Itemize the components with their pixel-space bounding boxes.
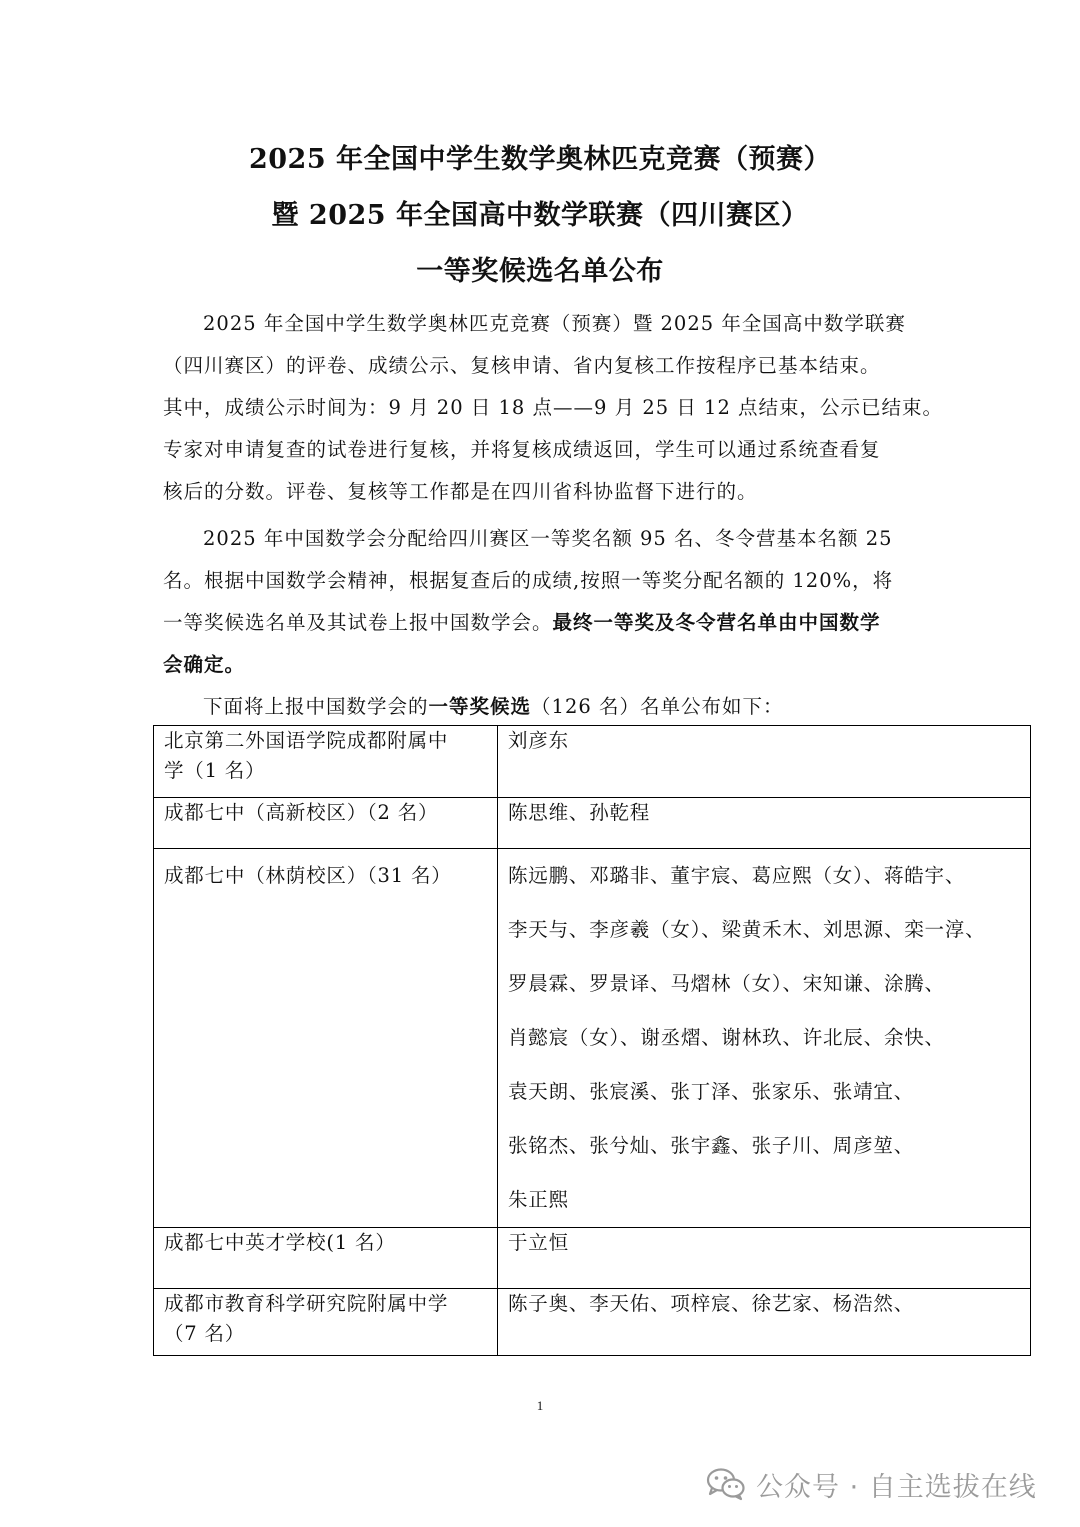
names-cell: [498, 849, 1031, 1228]
paragraph-list-intro: [163, 686, 923, 728]
school-name: （7 名）: [164, 1322, 246, 1345]
student-names: 刘彦东: [508, 729, 569, 752]
names-cell: [498, 1228, 1031, 1289]
paragraph-text: 下面将上报中国数学会的: [203, 695, 429, 718]
table-row: [154, 726, 1031, 798]
student-names: 陈思维、孙乾程: [508, 801, 651, 824]
school-cell: [154, 1289, 498, 1356]
paragraph-announcement: [163, 303, 944, 513]
paragraph-bold-text: 最终一等奖及冬令营名单由中国数学: [552, 611, 881, 634]
school-name: 学（1 名）: [164, 759, 266, 782]
table-row: [154, 1289, 1031, 1356]
paragraph-bold-text: 一等奖候选: [428, 695, 532, 718]
school-cell: [154, 849, 498, 1228]
paragraph-line: [163, 602, 923, 644]
table-row: [154, 798, 1031, 849]
student-names: 陈子奥、李天佑、项梓宸、徐艺家、杨浩然、: [508, 1292, 915, 1315]
document-title-line-2: 暨 2025 年全国高中数学联赛（四川赛区）: [271, 200, 809, 231]
document-title-line-3: 一等奖候选名单公布: [416, 256, 664, 287]
school-name: 成都七中（高新校区）（2 名）: [164, 801, 439, 824]
paragraph-quota: [163, 518, 923, 686]
names-cell: [498, 798, 1031, 849]
student-names: 陈远鹏、邓璐非、董宇宸、葛应熙（女）、蒋皓宇、: [508, 864, 966, 887]
school-name: 成都七中英才学校(1 名）: [164, 1231, 396, 1254]
watermark-text: 公众号 · 自主选拔在线: [756, 1471, 1037, 1503]
table-row: [154, 849, 1031, 1228]
wechat-icon: [706, 1467, 746, 1501]
student-names: 朱正熙: [508, 1188, 569, 1211]
school-cell: [154, 1228, 498, 1289]
paragraph-line: 其中，成绩公示时间为：9 月 20 日 18 点——9 月 25 日 12 点结束，公示已结束。: [163, 396, 944, 419]
document-title-line-1: 2025 年全国中学生数学奥林匹克竞赛（预赛）: [248, 144, 832, 175]
student-names: 于立恒: [508, 1231, 569, 1254]
paragraph-text: （126 名）名单公布如下：: [531, 695, 784, 718]
student-names: 袁天朗、张宸溪、张丁泽、张家乐、张靖宜、: [508, 1080, 915, 1103]
paragraph-line: 2025 年全国中学生数学奥林匹克竞赛（预赛）暨 2025 年全国高中数学联赛: [203, 312, 906, 335]
award-candidates-table: [153, 725, 1031, 1356]
names-cell: [498, 726, 1031, 798]
paragraph-line: [163, 686, 923, 728]
student-names: 罗晨霖、罗景译、马熠林（女）、宋知谦、涂腾、: [508, 972, 945, 995]
paragraph-line: 名。根据中国数学会精神，根据复查后的成绩,按照一等奖分配名额的 120%，将: [163, 569, 894, 592]
student-names: 肖懿宸（女）、谢丞熠、谢林玖、许北辰、余快、: [508, 1026, 945, 1049]
paragraph-line: 会确定。: [163, 653, 246, 676]
student-names: 李天与、李彦羲（女）、梁黄禾木、刘思源、栾一淳、: [508, 918, 986, 941]
school-name: 成都市教育科学研究院附属中学: [164, 1292, 449, 1315]
paragraph-line: 专家对申请复查的试卷进行复核，并将复核成绩返回，学生可以通过系统查看复: [163, 438, 881, 461]
school-name: 北京第二外国语学院成都附属中: [164, 729, 449, 752]
student-names: 张铭杰、张兮灿、张宇鑫、张子川、周彦堃、: [508, 1134, 915, 1157]
school-cell: [154, 726, 498, 798]
names-cell: [498, 1289, 1031, 1356]
paragraph-line: （四川赛区）的评卷、成绩公示、复核申请、省内复核工作按程序已基本结束。: [163, 354, 881, 377]
school-cell: [154, 798, 498, 849]
watermark: [706, 1460, 1037, 1508]
school-name: 成都七中（林荫校区）（31 名）: [164, 864, 452, 887]
paragraph-line: 核后的分数。评卷、复核等工作都是在四川省科协监督下进行的。: [163, 480, 758, 503]
page-number: 1: [536, 1398, 544, 1413]
paragraph-text: 一等奖候选名单及其试卷上报中国数学会。: [163, 611, 553, 634]
paragraph-line: 2025 年中国数学会分配给四川赛区一等奖名额 95 名、冬令营基本名额 25: [203, 527, 893, 550]
table-row: [154, 1228, 1031, 1289]
